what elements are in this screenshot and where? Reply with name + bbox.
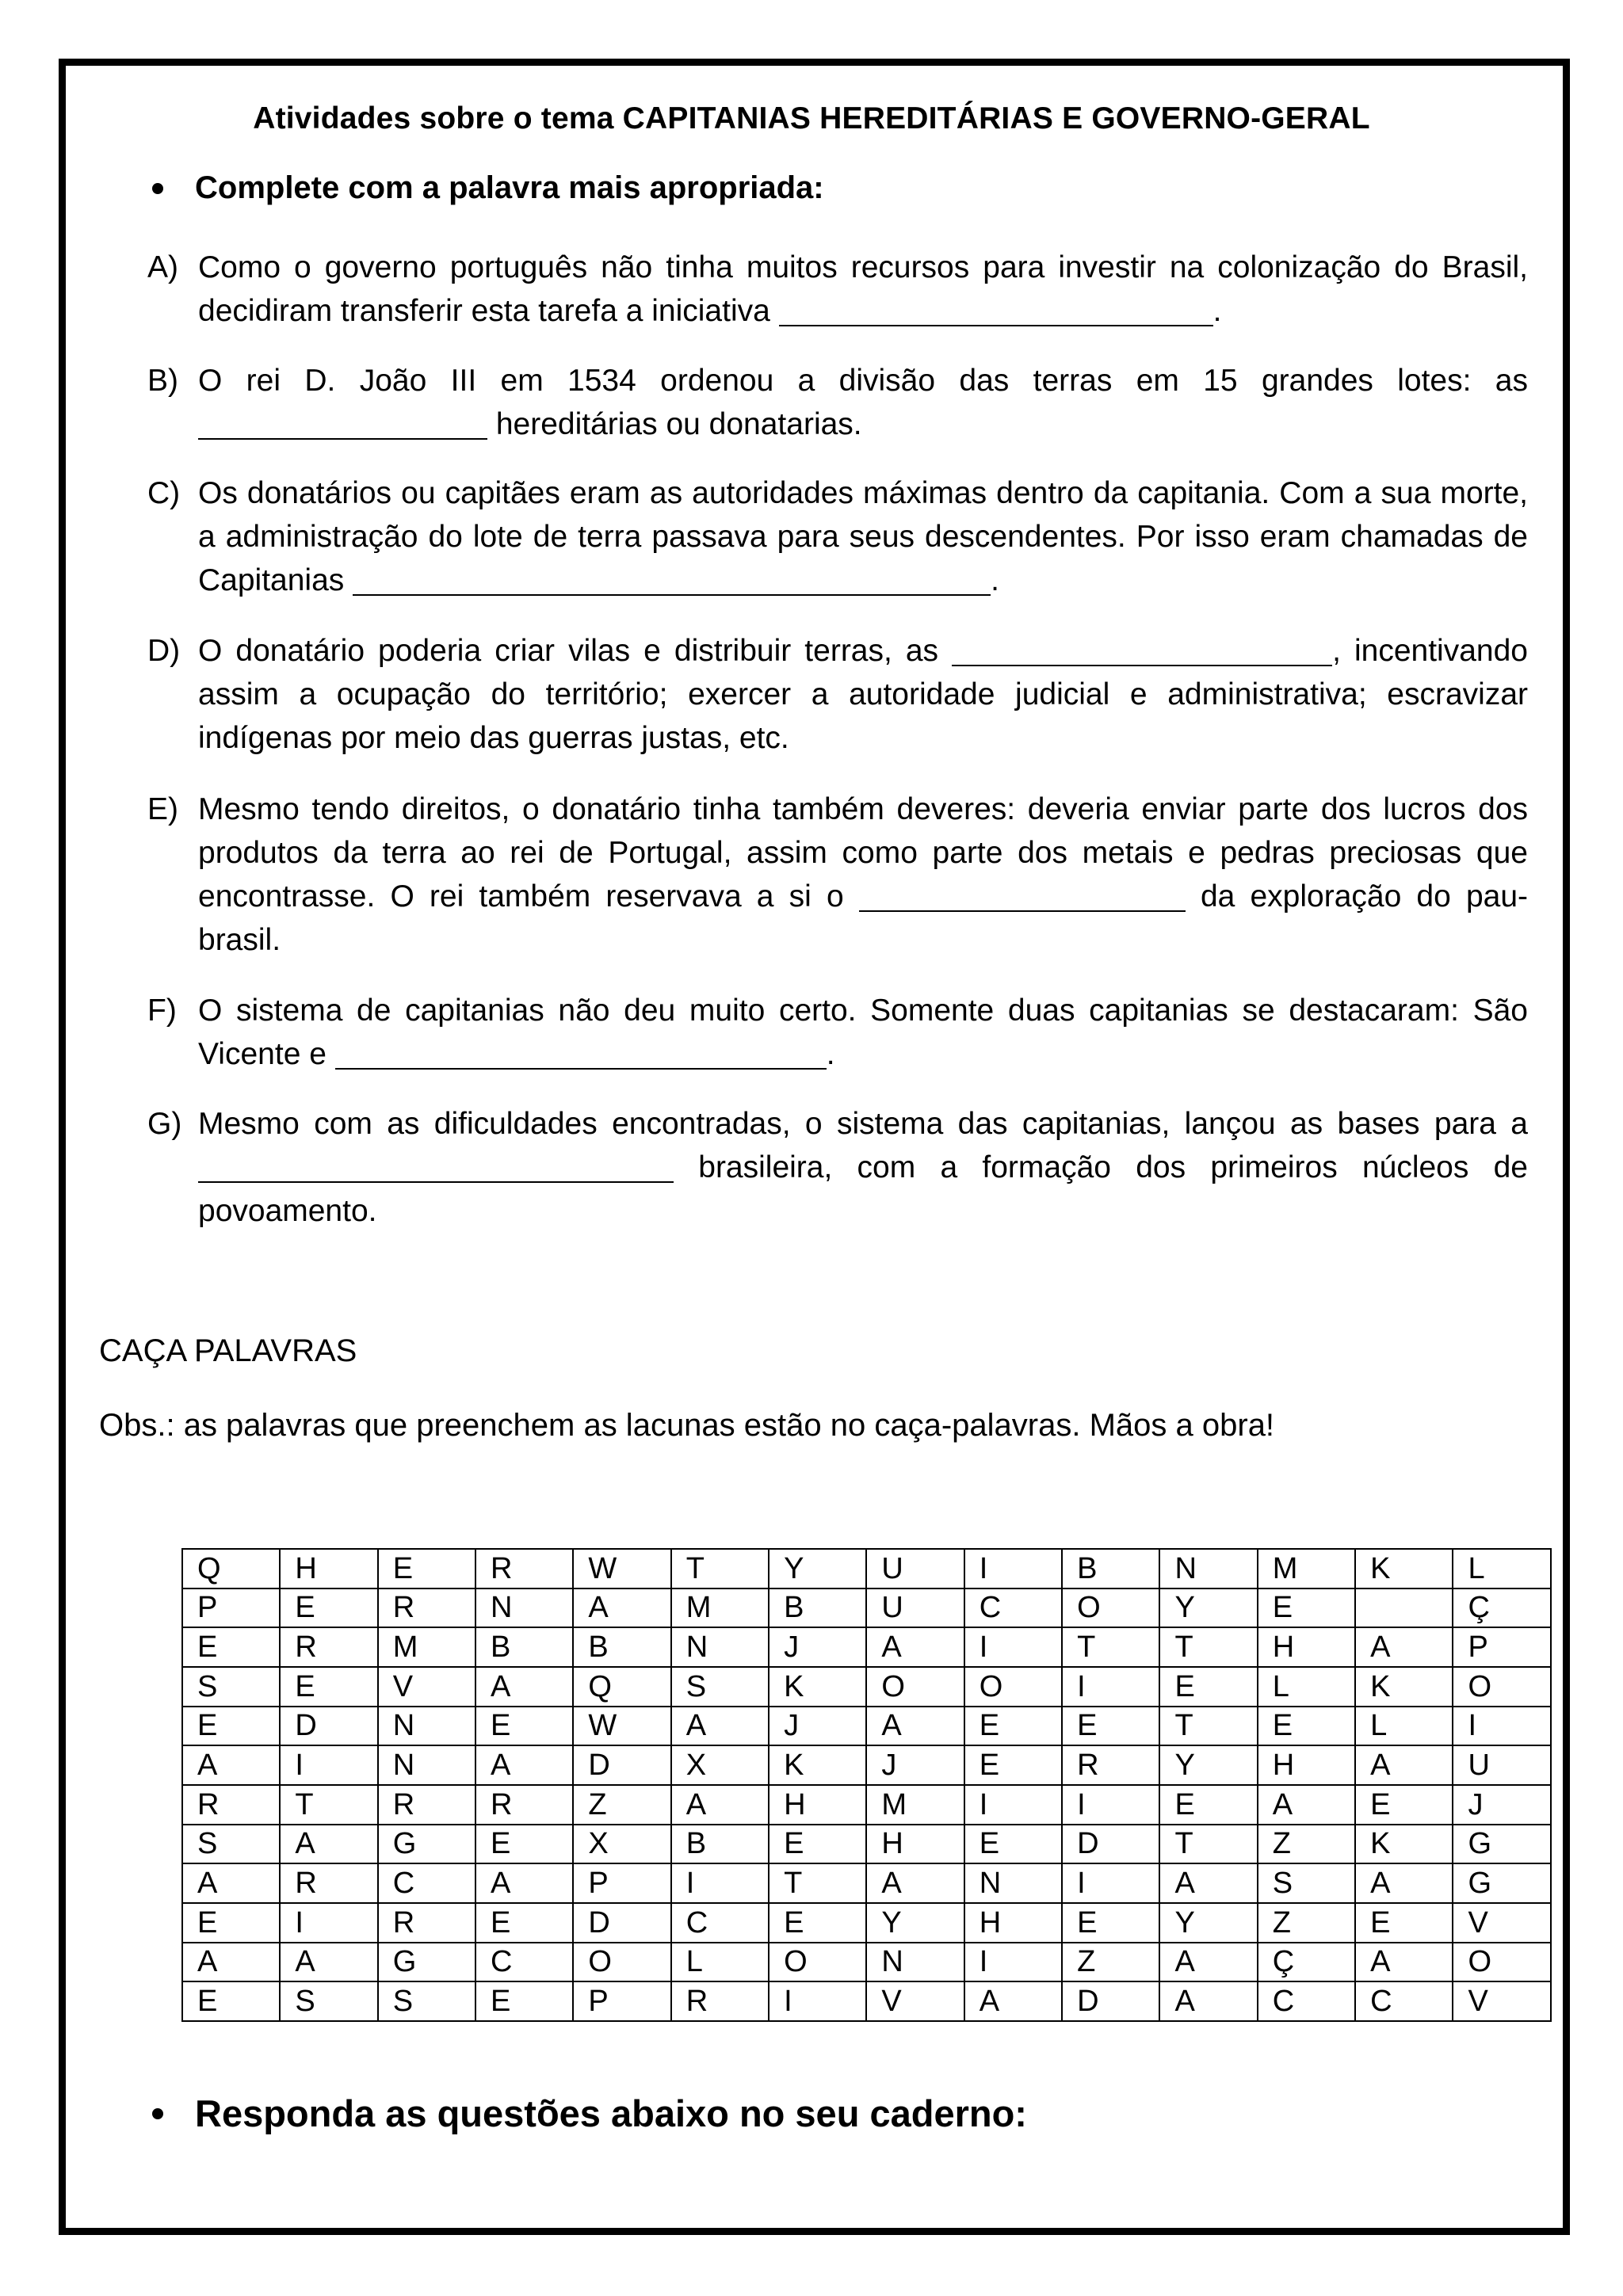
grid-cell[interactable]: A <box>280 1943 377 1982</box>
grid-cell[interactable] <box>1355 1589 1453 1628</box>
grid-cell[interactable]: B <box>769 1589 866 1628</box>
grid-cell[interactable]: D <box>573 1903 670 1943</box>
grid-cell[interactable]: H <box>769 1785 866 1825</box>
grid-cell[interactable]: C <box>1355 1981 1453 2021</box>
grid-cell[interactable]: Z <box>1258 1825 1355 1864</box>
grid-cell[interactable]: Ç <box>1453 1589 1551 1628</box>
grid-cell[interactable]: M <box>866 1785 964 1825</box>
grid-cell[interactable]: E <box>1258 1589 1355 1628</box>
grid-cell[interactable]: C <box>671 1903 769 1943</box>
grid-cell[interactable]: A <box>1159 1981 1257 2021</box>
wordsearch-note: Obs.: as palavras que preenchem as lacunas estão no caça-palavras. Mãos a obra! <box>99 1408 1275 1443</box>
grid-cell[interactable]: E <box>964 1745 1062 1785</box>
grid-cell[interactable]: H <box>964 1903 1062 1943</box>
grid-cell[interactable]: L <box>671 1943 769 1982</box>
grid-cell[interactable]: K <box>1355 1825 1453 1864</box>
grid-cell[interactable]: E <box>1159 1667 1257 1707</box>
grid-cell[interactable]: R <box>671 1981 769 2021</box>
grid-cell[interactable]: I <box>769 1981 866 2021</box>
grid-cell[interactable]: A <box>964 1981 1062 2021</box>
grid-row <box>182 1943 1551 1982</box>
grid-cell[interactable]: E <box>1258 1707 1355 1746</box>
grid-cell[interactable]: Y <box>1159 1903 1257 1943</box>
grid-cell[interactable]: H <box>866 1825 964 1864</box>
grid-cell[interactable]: S <box>280 1981 377 2021</box>
grid-cell[interactable]: A <box>866 1627 964 1667</box>
grid-cell[interactable]: B <box>573 1627 670 1667</box>
grid-cell[interactable]: A <box>1355 1863 1453 1903</box>
grid-cell[interactable]: T <box>671 1549 769 1589</box>
grid-cell[interactable]: S <box>671 1667 769 1707</box>
grid-cell[interactable]: E <box>475 1981 573 2021</box>
grid-cell[interactable]: V <box>1453 1981 1551 2021</box>
grid-cell[interactable]: A <box>573 1589 670 1628</box>
grid-cell[interactable]: W <box>573 1707 670 1746</box>
question-g <box>147 1102 1528 1233</box>
question-text: O rei D. João III em 1534 ordenou a divisão das terras em 15 grandes lotes: as <box>198 364 1528 398</box>
question-label: F) <box>147 994 177 1028</box>
grid-cell[interactable]: U <box>866 1549 964 1589</box>
grid-cell[interactable]: V <box>1453 1903 1551 1943</box>
grid-cell[interactable]: O <box>964 1667 1062 1707</box>
wordsearch-title: CAÇA PALAVRAS <box>99 1333 357 1368</box>
grid-cell[interactable]: D <box>280 1707 377 1746</box>
question-label: D) <box>147 634 181 668</box>
grid-cell[interactable]: R <box>182 1785 280 1825</box>
grid-cell[interactable]: E <box>182 1707 280 1746</box>
grid-cell[interactable]: G <box>1453 1863 1551 1903</box>
question-text-after: da exploração do pau-brasil. <box>198 879 1529 957</box>
question-label: A) <box>147 250 178 284</box>
grid-cell[interactable]: H <box>1258 1745 1355 1785</box>
grid-cell[interactable]: I <box>1062 1785 1159 1825</box>
grid-cell[interactable]: A <box>475 1667 573 1707</box>
grid-cell[interactable]: I <box>280 1903 377 1943</box>
question-label: C) <box>147 476 181 510</box>
grid-cell[interactable]: M <box>671 1589 769 1628</box>
grid-cell[interactable]: T <box>1159 1707 1257 1746</box>
grid-cell[interactable]: E <box>1159 1785 1257 1825</box>
grid-row <box>182 1707 1551 1746</box>
grid-cell[interactable]: A <box>1159 1943 1257 1982</box>
instruction-complete <box>152 170 824 206</box>
question-text: Como o governo português não tinha muitos recursos para investir na colonização do Brasil, decidiram transferir esta tarefa a iniciativa <box>198 250 1528 328</box>
grid-cell[interactable]: R <box>475 1785 573 1825</box>
answer-blank[interactable] <box>335 1038 827 1070</box>
grid-cell[interactable]: A <box>475 1863 573 1903</box>
grid-row <box>182 1785 1551 1825</box>
grid-cell[interactable]: C <box>378 1863 475 1903</box>
grid-cell[interactable]: P <box>573 1863 670 1903</box>
grid-cell[interactable]: S <box>378 1981 475 2021</box>
grid-cell[interactable]: G <box>378 1943 475 1982</box>
grid-cell[interactable]: L <box>1355 1707 1453 1746</box>
grid-cell[interactable]: A <box>1258 1785 1355 1825</box>
grid-cell[interactable]: O <box>1062 1589 1159 1628</box>
grid-cell[interactable]: I <box>1062 1667 1159 1707</box>
grid-cell[interactable]: J <box>866 1745 964 1785</box>
grid-cell[interactable]: V <box>866 1981 964 2021</box>
grid-cell[interactable]: N <box>378 1745 475 1785</box>
question-a <box>147 246 1528 333</box>
grid-cell[interactable]: E <box>1355 1785 1453 1825</box>
grid-cell[interactable]: A <box>671 1707 769 1746</box>
grid-cell[interactable]: L <box>1258 1667 1355 1707</box>
grid-cell[interactable]: A <box>1355 1627 1453 1667</box>
grid-cell[interactable]: K <box>1355 1549 1453 1589</box>
grid-cell[interactable]: P <box>182 1589 280 1628</box>
grid-cell[interactable]: T <box>1062 1627 1159 1667</box>
grid-cell[interactable]: K <box>769 1667 866 1707</box>
grid-cell[interactable]: A <box>280 1825 377 1864</box>
grid-cell[interactable]: A <box>866 1707 964 1746</box>
question-text-after: . <box>1212 294 1222 328</box>
grid-cell[interactable]: P <box>1453 1627 1551 1667</box>
grid-cell[interactable]: A <box>1355 1943 1453 1982</box>
grid-cell[interactable]: Y <box>866 1903 964 1943</box>
grid-cell[interactable]: R <box>280 1627 377 1667</box>
grid-cell[interactable]: N <box>378 1707 475 1746</box>
question-label: E) <box>147 792 178 826</box>
grid-cell[interactable]: X <box>573 1825 670 1864</box>
grid-cell[interactable]: T <box>1159 1825 1257 1864</box>
grid-cell[interactable]: D <box>1062 1825 1159 1864</box>
grid-cell[interactable]: W <box>573 1549 670 1589</box>
grid-cell[interactable]: J <box>1453 1785 1551 1825</box>
bullet-icon <box>152 2108 163 2119</box>
grid-cell[interactable]: U <box>866 1589 964 1628</box>
grid-cell[interactable]: Ç <box>1258 1943 1355 1982</box>
grid-cell[interactable]: E <box>964 1707 1062 1746</box>
grid-cell[interactable]: I <box>964 1627 1062 1667</box>
question-text-after: , incentivando assim a ocupação do território; exercer a autoridade judicial e administrativa; escravizar indígenas por meio das guerras justas, etc. <box>198 634 1528 755</box>
grid-cell[interactable]: J <box>769 1707 866 1746</box>
question-text-after: brasileira, com a formação dos primeiros núcleos de povoamento. <box>198 1150 1528 1228</box>
grid-cell[interactable]: E <box>475 1707 573 1746</box>
grid-cell[interactable]: M <box>1258 1549 1355 1589</box>
grid-row <box>182 1627 1551 1667</box>
grid-cell[interactable]: E <box>378 1549 475 1589</box>
grid-cell[interactable]: I <box>964 1943 1062 1982</box>
question-text-after: . <box>991 563 999 597</box>
grid-cell[interactable]: E <box>280 1589 377 1628</box>
grid-cell[interactable]: A <box>1159 1863 1257 1903</box>
grid-cell[interactable]: Y <box>1159 1589 1257 1628</box>
grid-cell[interactable]: J <box>769 1627 866 1667</box>
grid-cell[interactable]: O <box>573 1943 670 1982</box>
grid-cell[interactable]: I <box>1453 1707 1551 1746</box>
grid-cell[interactable]: Z <box>1258 1903 1355 1943</box>
question-text: O donatário poderia criar vilas e distribuir terras, as <box>198 634 939 668</box>
grid-cell[interactable]: N <box>475 1589 573 1628</box>
question-label: B) <box>147 364 178 398</box>
grid-cell[interactable]: Z <box>1062 1943 1159 1982</box>
grid-cell[interactable]: S <box>182 1667 280 1707</box>
grid-cell[interactable]: I <box>964 1549 1062 1589</box>
grid-cell[interactable]: G <box>378 1825 475 1864</box>
grid-cell[interactable]: Z <box>573 1785 670 1825</box>
grid-cell[interactable]: E <box>475 1825 573 1864</box>
grid-cell[interactable]: E <box>182 1981 280 2021</box>
question-text-after: hereditárias ou donatarias. <box>495 407 862 441</box>
grid-cell[interactable]: B <box>671 1825 769 1864</box>
grid-cell[interactable]: E <box>475 1903 573 1943</box>
grid-cell[interactable]: A <box>182 1745 280 1785</box>
answer-blank[interactable] <box>198 408 487 440</box>
answer-blank[interactable] <box>952 635 1332 666</box>
grid-cell[interactable]: N <box>964 1863 1062 1903</box>
grid-cell[interactable]: X <box>671 1745 769 1785</box>
grid-cell[interactable]: A <box>182 1943 280 1982</box>
instruction-complete-text: Complete com a palavra mais apropriada: <box>195 170 824 205</box>
grid-cell[interactable]: R <box>1062 1745 1159 1785</box>
grid-row <box>182 1667 1551 1707</box>
bullet-icon <box>152 183 163 194</box>
grid-cell[interactable]: E <box>182 1903 280 1943</box>
grid-row <box>182 1745 1551 1785</box>
grid-cell[interactable]: L <box>1453 1549 1551 1589</box>
question-f <box>147 989 1528 1076</box>
question-e <box>147 788 1528 962</box>
grid-cell[interactable]: O <box>1453 1667 1551 1707</box>
grid-cell[interactable]: E <box>182 1627 280 1667</box>
grid-row <box>182 1549 1551 1589</box>
grid-row <box>182 1825 1551 1864</box>
grid-cell[interactable]: A <box>866 1863 964 1903</box>
question-text: Mesmo tendo direitos, o donatário tinha também deveres: deveria enviar parte dos lucros dos produtos da terra ao rei de Portugal, assim como parte dos metais e pedras preciosas que encontrasse. O rei também reservava a si o <box>198 792 1528 913</box>
grid-cell[interactable]: A <box>671 1785 769 1825</box>
grid-cell[interactable]: I <box>964 1785 1062 1825</box>
grid-cell[interactable]: P <box>573 1981 670 2021</box>
grid-cell[interactable]: A <box>182 1863 280 1903</box>
grid-cell[interactable]: D <box>573 1745 670 1785</box>
grid-cell[interactable]: R <box>378 1903 475 1943</box>
question-c <box>147 471 1528 602</box>
instruction-answer-text: Responda as questões abaixo no seu caderno: <box>195 2092 1027 2134</box>
grid-cell[interactable]: N <box>1159 1549 1257 1589</box>
grid-cell[interactable]: O <box>866 1667 964 1707</box>
grid-cell[interactable]: S <box>1258 1863 1355 1903</box>
question-text: Mesmo com as dificuldades encontradas, o sistema das capitanias, lançou as bases para a <box>198 1107 1528 1141</box>
grid-cell[interactable]: I <box>671 1863 769 1903</box>
grid-cell[interactable]: B <box>1062 1549 1159 1589</box>
grid-cell[interactable]: K <box>769 1745 866 1785</box>
question-d <box>147 629 1528 760</box>
grid-cell[interactable]: B <box>475 1627 573 1667</box>
answer-blank[interactable] <box>779 295 1213 326</box>
grid-cell[interactable]: N <box>671 1627 769 1667</box>
grid-cell[interactable]: D <box>1062 1981 1159 2021</box>
grid-cell[interactable]: I <box>280 1745 377 1785</box>
grid-cell[interactable]: Y <box>1159 1745 1257 1785</box>
grid-cell[interactable]: H <box>1258 1627 1355 1667</box>
question-b <box>147 359 1528 446</box>
question-text-after: . <box>826 1037 835 1071</box>
grid-row <box>182 1589 1551 1628</box>
grid-cell[interactable]: U <box>1453 1745 1551 1785</box>
grid-cell[interactable]: E <box>280 1667 377 1707</box>
grid-cell[interactable]: E <box>1355 1903 1453 1943</box>
grid-cell[interactable]: R <box>378 1589 475 1628</box>
question-label: G) <box>147 1107 182 1141</box>
grid-cell[interactable]: O <box>769 1943 866 1982</box>
grid-cell[interactable]: C <box>475 1943 573 1982</box>
grid-cell[interactable]: C <box>1258 1981 1355 2021</box>
grid-cell[interactable]: A <box>475 1745 573 1785</box>
grid-cell[interactable]: R <box>475 1549 573 1589</box>
grid-cell[interactable]: A <box>1355 1745 1453 1785</box>
grid-cell[interactable]: C <box>964 1589 1062 1628</box>
grid-cell[interactable]: H <box>280 1549 377 1589</box>
grid-cell[interactable]: R <box>280 1863 377 1903</box>
grid-cell[interactable]: V <box>378 1667 475 1707</box>
grid-row <box>182 1981 1551 2021</box>
grid-cell[interactable]: E <box>769 1903 866 1943</box>
answer-blank[interactable] <box>859 880 1186 912</box>
grid-cell[interactable]: N <box>866 1943 964 1982</box>
grid-cell[interactable]: E <box>1062 1903 1159 1943</box>
answer-blank[interactable] <box>353 564 991 596</box>
grid-cell[interactable]: K <box>1355 1667 1453 1707</box>
grid-cell[interactable]: T <box>1159 1627 1257 1667</box>
grid-cell[interactable]: E <box>964 1825 1062 1864</box>
grid-cell[interactable]: T <box>769 1863 866 1903</box>
grid-cell[interactable]: O <box>1453 1943 1551 1982</box>
grid-cell[interactable]: T <box>280 1785 377 1825</box>
grid-cell[interactable]: E <box>1062 1707 1159 1746</box>
grid-cell[interactable]: Y <box>769 1549 866 1589</box>
grid-cell[interactable]: E <box>769 1825 866 1864</box>
grid-cell[interactable]: M <box>378 1627 475 1667</box>
page-title: Atividades sobre o tema CAPITANIAS HEREDITÁRIAS E GOVERNO-GERAL <box>253 101 1370 135</box>
grid-cell[interactable]: R <box>378 1785 475 1825</box>
question-text: O sistema de capitanias não deu muito certo. Somente duas capitanias se destacaram: São Vicente e <box>198 994 1528 1071</box>
grid-cell[interactable]: I <box>1062 1863 1159 1903</box>
answer-blank[interactable] <box>198 1151 674 1183</box>
wordsearch-grid <box>181 1548 1552 2022</box>
grid-cell[interactable]: Q <box>573 1667 670 1707</box>
grid-row <box>182 1903 1551 1943</box>
grid-cell[interactable]: S <box>182 1825 280 1864</box>
instruction-answer <box>152 2092 1027 2135</box>
grid-row <box>182 1863 1551 1903</box>
grid-cell[interactable]: G <box>1453 1825 1551 1864</box>
question-text: Os donatários ou capitães eram as autoridades máximas dentro da capitania. Com a sua morte, a administração do lote de terra passava para seus descendentes. Por isso eram chamadas de Capitanias <box>198 476 1528 597</box>
grid-cell[interactable]: Q <box>182 1549 280 1589</box>
